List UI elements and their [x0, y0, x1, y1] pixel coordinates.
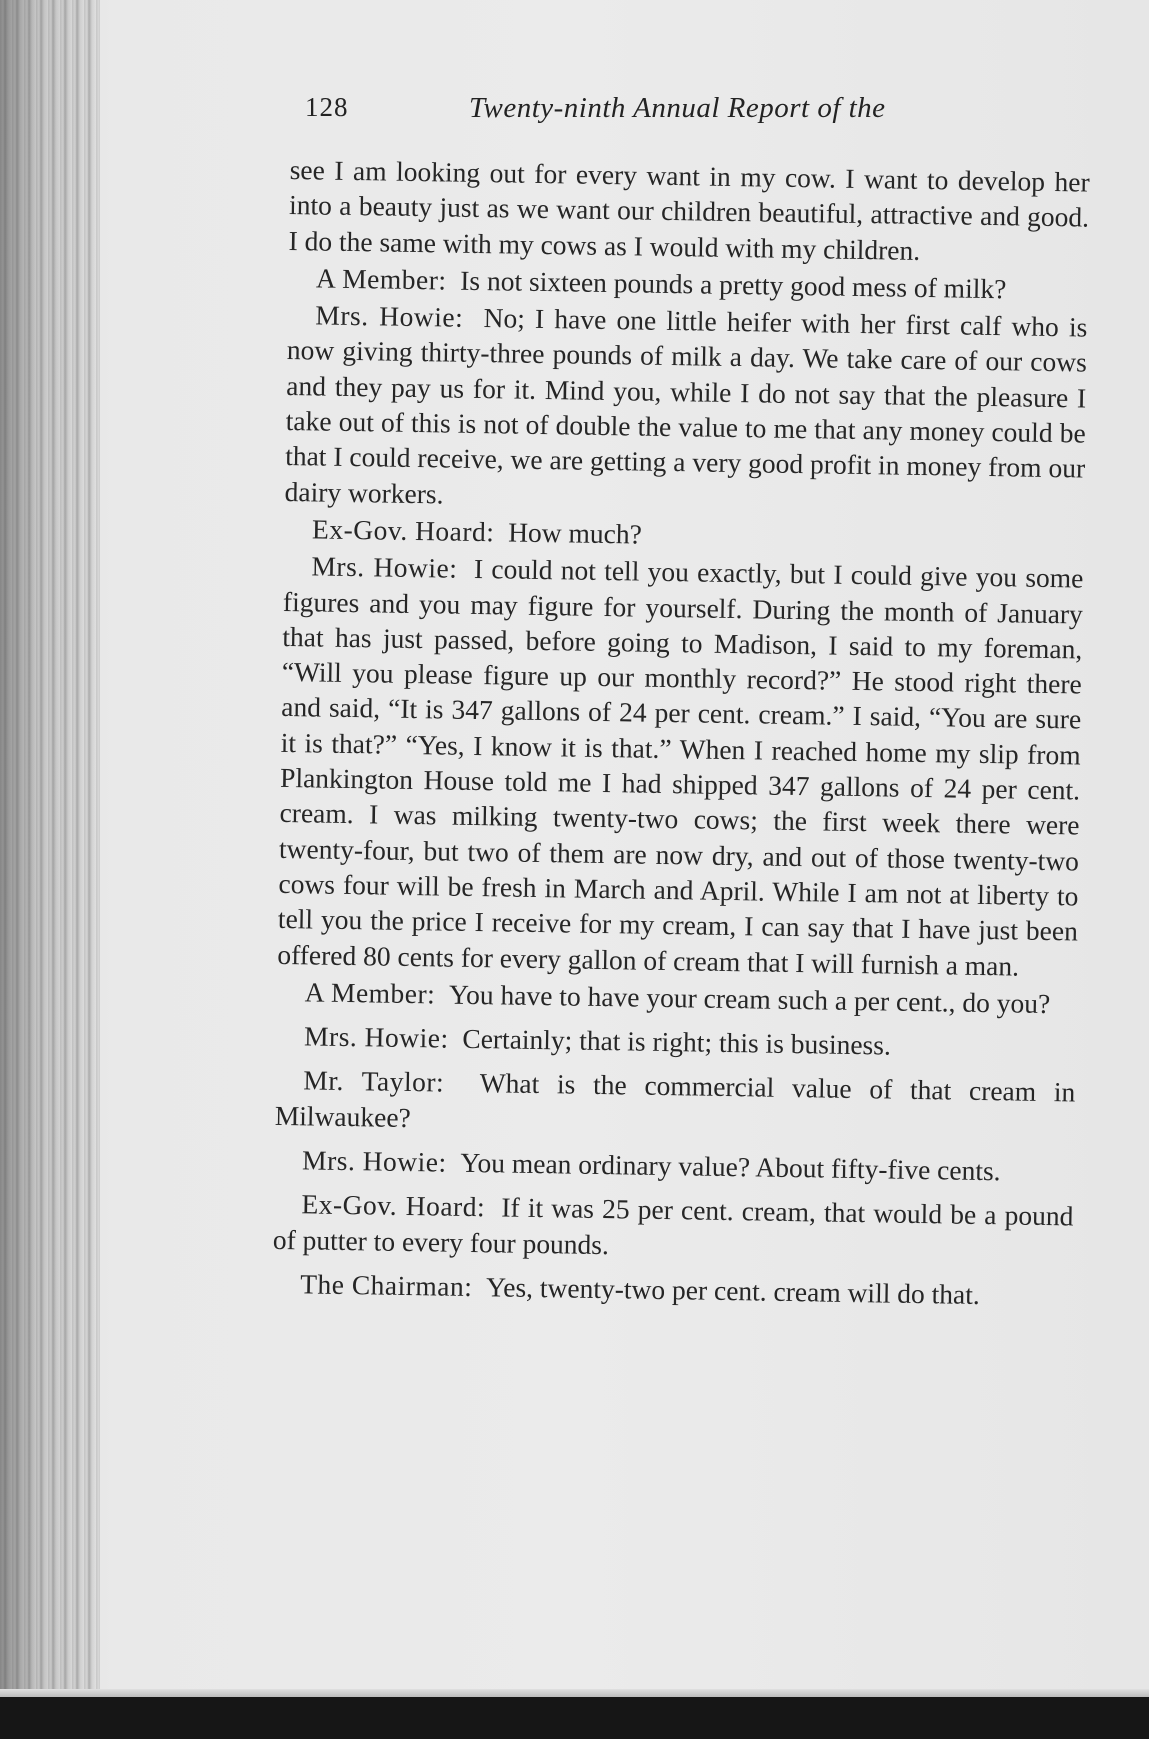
paragraph-text: I could not tell you exactly, but I could give you some figures and you may figure for yourself. During the month of January that has just passed, before going to Madison, I said to my foreman, “Will you please figure up our monthly record?” He stood right there and said, “It is 347 gallons of 24 per cent. cream.” I said, “You are sure it is that?” “Yes, I know it is that.” When I reached home my slip from Plankington House told me I had shipped 347 gallons of 24 per cent. cream. I was milking twenty-two cows; the first week there were twenty-four, but two of them are now dry, and out of those twenty-two cows four will be fresh in March and April. While I am not at liberty to tell you the price I receive for my cream, I can say that I have just been offered 80 cents for every gallon of cream that I will furnish a man. — [277, 553, 1084, 982]
paragraph-text: No; I have one little heifer with her first calf who is now giving thirty-three pounds of milk a day. We take care of our cows and they pay us for it. Mind you, while I do not say that the pleasure I take out of this is not of double the value to me that any money could be that I could receive, we are getting a very good profit in money from our dairy workers. — [284, 302, 1088, 510]
paragraph-text: If it was 25 per cent. cream, that would be a pound of putter to every four pounds. — [272, 1191, 1074, 1260]
speaker-name: Mrs. Howie: — [315, 299, 464, 333]
body-text — [272, 152, 1090, 1323]
speaker-name: Mrs. Howie: — [301, 1144, 447, 1178]
paragraph-text: Yes, twenty-two per cent. cream will do that. — [485, 1271, 980, 1310]
page-header — [305, 92, 1045, 142]
paragraph-text: You have to have your cream such a per cent., do you? — [448, 978, 1051, 1019]
paragraph — [284, 297, 1087, 521]
paragraph — [273, 1186, 1074, 1269]
paragraph — [274, 1142, 1074, 1190]
speaker-name: Mr. Taylor: — [303, 1064, 445, 1098]
paragraph — [272, 1266, 1072, 1314]
paragraph-text: see I am looking out for every want in my cow. I want to develop her into a beauty just as we want our children beautiful, attractive and good. I do the same with my cows as I would with my children. — [288, 153, 1090, 266]
paragraph-text: Is not sixteen pounds a pretty good mess of milk? — [460, 264, 1007, 305]
speaker-name: Ex-Gov. Hoard: — [301, 1188, 486, 1223]
paragraph — [276, 1018, 1076, 1066]
page-number: 128 — [305, 92, 349, 122]
paragraph — [288, 152, 1090, 270]
speaker-name: Mrs. Howie: — [303, 1020, 449, 1054]
paragraph-text: How much? — [507, 516, 643, 550]
speaker-name: A Member: — [304, 976, 436, 1010]
page-bottom-edge — [0, 1689, 1149, 1697]
scan-background-band — [0, 1697, 1149, 1739]
speaker-name: A Member: — [315, 262, 447, 296]
speaker-name: The Chairman: — [299, 1268, 473, 1302]
paragraph-text: You mean ordinary value? About fifty-five cents. — [460, 1146, 1001, 1187]
running-title: Twenty-ninth Annual Report of the — [469, 92, 886, 124]
book-binding-shadow — [0, 0, 100, 1739]
paragraph-text: Certainly; that is right; this is business. — [462, 1022, 892, 1061]
speaker-name: Mrs. Howie: — [311, 550, 458, 584]
paragraph — [277, 548, 1084, 984]
paragraph-text: What is the commercial value of that cream in Milwaukee? — [274, 1067, 1076, 1133]
paragraph — [275, 1062, 1076, 1145]
speaker-name: Ex-Gov. Hoard: — [311, 513, 495, 548]
